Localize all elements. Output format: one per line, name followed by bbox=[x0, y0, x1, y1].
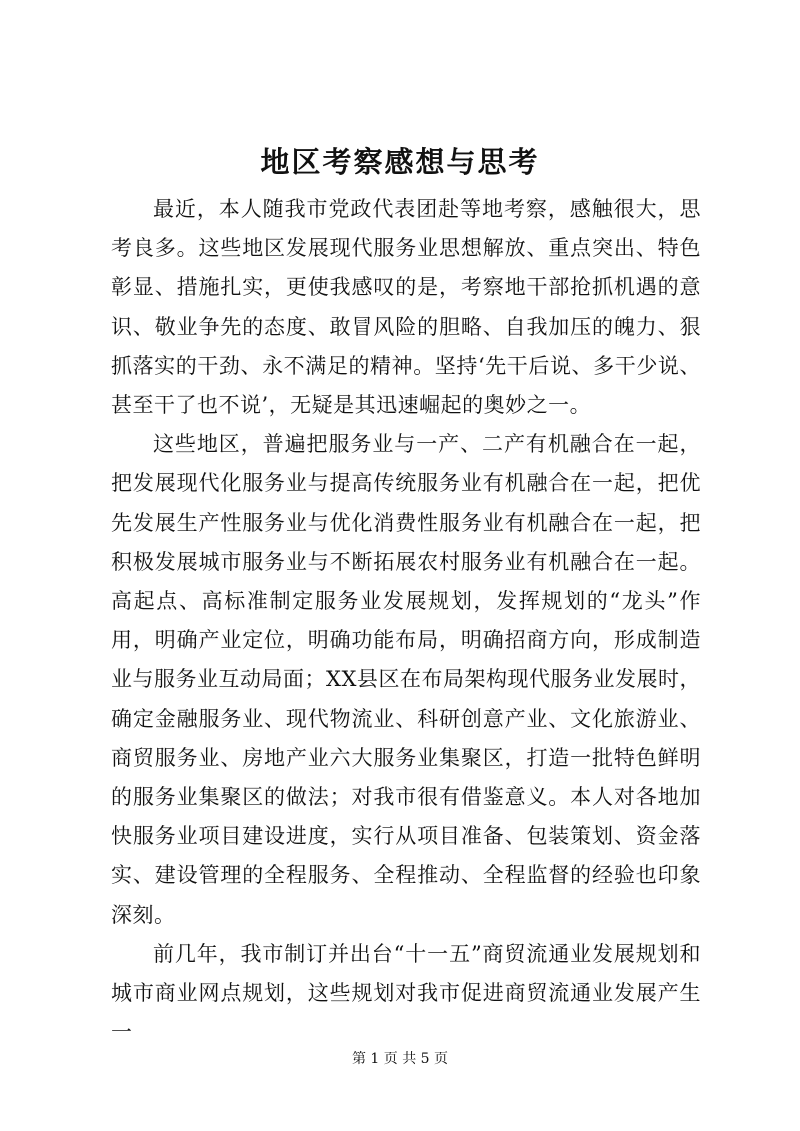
total-pages: 共 5 页 bbox=[402, 1051, 449, 1067]
document-body bbox=[111, 190, 701, 1052]
page-title: 地区考察感想与思考 bbox=[260, 145, 540, 179]
page-footer bbox=[0, 1048, 800, 1068]
paragraph-2: 这些地区，普遍把服务业与一产、二产有机融合在一起，把发展现代化服务业与提高传统服务业有机融合在一起，把优先发展生产性服务业与优化消费性服务业有机融合在一起，把积极发展城市服务业与不断拓展农村服务业有机融合在一起。高起点、高标准制定服务业发展规划，发挥规划的“龙头”作用，明确产业定位，明确功能布局，明确招商方向，形成制造业与服务业互动局面；XX县区在布局架构现代服务业发展时，确定金融服务业、现代物流业、科研创意产业、文化旅游业、商贸服务业、房地产业六大服务业集聚区，打造一批特色鲜明的服务业集聚区的做法；对我市很有借鉴意义。本人对各地加快服务业项目建设进度，实行从项目准备、包装策划、资金落实、建设管理的全程服务、全程推动、全程监督的经验也印象深刻。 bbox=[111, 432, 701, 927]
paragraph-1: 最近，本人随我市党政代表团赴等地考察，感触很大，思考良多。这些地区发展现代服务业思想解放、重点突出、特色彰显、措施扎实，更使我感叹的是，考察地干部抢抓机遇的意识、敬业争先的态度、敢冒风险的胆略、自我加压的魄力、狠抓落实的干劲、永不满足的精神。坚持‘先干后说、多干少说、甚至干了也不说’，无疑是其迅速崛起的奥妙之一。 bbox=[111, 197, 701, 418]
paragraph-3: 前几年，我市制订并出台“十一五”商贸流通业发展规划和城市商业网点规划，这些规划对我市促进商贸流通业发展产生一 bbox=[111, 941, 701, 1045]
page-number: 第 1 页 bbox=[351, 1051, 398, 1067]
